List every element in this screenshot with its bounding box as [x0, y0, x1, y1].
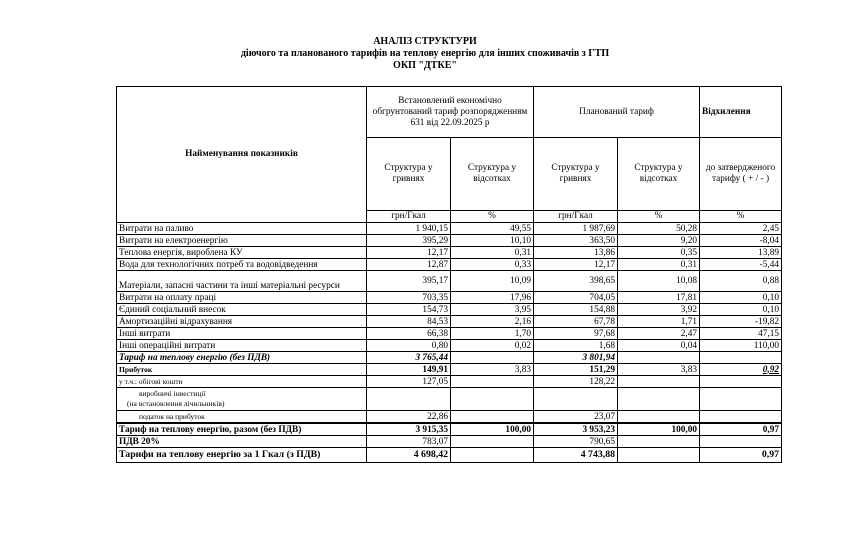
row-current-uah: 395,17 [367, 271, 451, 292]
table-row [117, 292, 782, 304]
row-deviation: 110,00 [700, 340, 782, 352]
row-deviation: -5,44 [700, 259, 782, 271]
header-deviation-sub: до затвердженого тарифу ( + / - ) [700, 138, 782, 211]
row-planned-pct: 100,00 [618, 423, 700, 436]
row-name: Тарифи на теплову енергію за 1 Гкал (з ПДВ) [117, 448, 367, 463]
row-current-uah: 12,17 [367, 247, 451, 259]
report-organization: ОКП "ДТКЕ" [393, 60, 457, 71]
row-name: Витрати на електроенергію [117, 235, 367, 247]
row-planned-uah: 13,86 [534, 247, 618, 259]
unit-current-uah: грн/Гкал [367, 211, 451, 223]
row-name: Єдиний соціальний внесок [117, 304, 367, 316]
row-name: Матеріали, запасні частини та інші матеріальні ресурси [117, 271, 367, 292]
row-name: ПДВ 20% [117, 436, 367, 448]
row-current-pct: 17,96 [451, 292, 534, 304]
header-deviation: Відхилення [700, 87, 782, 138]
row-deviation: 47,15 [700, 328, 782, 340]
tariff-no-vat-row [117, 352, 782, 364]
row-current-pct: 0,33 [451, 259, 534, 271]
row-deviation: 0,88 [700, 271, 782, 292]
unit-deviation-pct: % [700, 211, 782, 223]
row-name: податок на прибуток [117, 411, 367, 424]
row-planned-uah: 3 953,23 [534, 423, 618, 436]
row-deviation: -19,82 [700, 316, 782, 328]
row-planned-pct: 0,31 [618, 259, 700, 271]
row-current-uah: 154,73 [367, 304, 451, 316]
unit-planned-uah: грн/Гкал [534, 211, 618, 223]
row-current-pct: 3,95 [451, 304, 534, 316]
header-planned-uah: Структура у гривнях [534, 138, 618, 211]
row-planned-pct: 50,28 [618, 223, 700, 235]
profit-row [117, 364, 782, 376]
row-planned-pct: 10,08 [618, 271, 700, 292]
tariff-structure-table [116, 86, 782, 463]
row-current-uah: 0,80 [367, 340, 451, 352]
table-row [117, 235, 782, 247]
report-subtitle: діючого та планованого тарифів на теплову енергію для інших споживачів з ГТП [240, 48, 610, 59]
row-deviation: 2,45 [700, 223, 782, 235]
row-name: Прибуток [117, 364, 367, 376]
row-planned-uah: 4 743,88 [534, 448, 618, 463]
row-deviation: 0,10 [700, 304, 782, 316]
investments-row [117, 388, 782, 411]
row-planned-pct: 0,04 [618, 340, 700, 352]
row-planned-uah: 398,65 [534, 271, 618, 292]
row-current-pct: 1,70 [451, 328, 534, 340]
row-name: Теплова енергія, вироблена КУ [117, 247, 367, 259]
table-row [117, 259, 782, 271]
table-row [117, 223, 782, 235]
header-indicator-name: Найменування показників [117, 87, 367, 223]
unit-current-pct: % [451, 211, 534, 223]
row-current-uah: 4 698,42 [367, 448, 451, 463]
row-current-uah: 1 940,15 [367, 223, 451, 235]
row-current-pct: 3,83 [451, 364, 534, 376]
row-planned-uah: 3 801,94 [534, 352, 618, 364]
row-current-uah: 703,35 [367, 292, 451, 304]
row-current-pct: 100,00 [451, 423, 534, 436]
row-name: Тариф на теплову енергію, разом (без ПДВ) [117, 423, 367, 436]
investments-label-2: (на встановлення лічильників) [127, 399, 225, 408]
unit-planned-pct: % [618, 211, 700, 223]
row-current-uah: 22,86 [367, 411, 451, 424]
row-planned-uah: 790,65 [534, 436, 618, 448]
working-capital-row [117, 376, 782, 388]
table-row [117, 328, 782, 340]
row-planned-uah: 97,68 [534, 328, 618, 340]
row-current-uah: 783,07 [367, 436, 451, 448]
row-deviation: 0,92 [700, 364, 782, 376]
row-current-pct: 10,09 [451, 271, 534, 292]
table-row [117, 271, 782, 292]
vat-row [117, 436, 782, 448]
row-deviation: 0,10 [700, 292, 782, 304]
row-current-pct: 0,02 [451, 340, 534, 352]
row-planned-pct: 3,83 [618, 364, 700, 376]
total-no-vat-row [117, 423, 782, 436]
report-title: АНАЛІЗ СТРУКТУРИ [373, 36, 477, 47]
row-deviation: 13,89 [700, 247, 782, 259]
row-current-uah: 149,91 [367, 364, 451, 376]
row-planned-uah: 23,07 [534, 411, 618, 424]
header-planned-tariff: Планований тариф [534, 87, 700, 138]
row-planned-pct: 0,35 [618, 247, 700, 259]
row-name: Витрати на паливо [117, 223, 367, 235]
row-current-uah: 395,29 [367, 235, 451, 247]
row-current-uah: 66,38 [367, 328, 451, 340]
row-name: у т.ч.: обігові кошти [117, 376, 367, 388]
table-row [117, 247, 782, 259]
row-name: Витрати на оплату праці [117, 292, 367, 304]
row-current-uah: 3 915,35 [367, 423, 451, 436]
row-current-pct: 2,16 [451, 316, 534, 328]
row-planned-uah: 1 987,69 [534, 223, 618, 235]
row-current-uah: 12,87 [367, 259, 451, 271]
row-current-uah: 3 765,44 [367, 352, 451, 364]
row-name: Інші витрати [117, 328, 367, 340]
row-name [117, 388, 367, 411]
profit-tax-row [117, 411, 782, 424]
row-current-uah: 127,05 [367, 376, 451, 388]
row-planned-uah: 154,88 [534, 304, 618, 316]
row-name: Вода для технологічних потреб та водовідведення [117, 259, 367, 271]
header-current-pct: Структура у відсотках [451, 138, 534, 211]
row-name: Інші операційні витрати [117, 340, 367, 352]
row-planned-uah: 67,78 [534, 316, 618, 328]
table-row [117, 340, 782, 352]
header-current-uah: Структура у гривнях [367, 138, 451, 211]
table-row [117, 316, 782, 328]
row-planned-uah: 12,17 [534, 259, 618, 271]
row-name: Амортизаційні відрахування [117, 316, 367, 328]
row-deviation: 0,97 [700, 423, 782, 436]
row-current-pct: 49,55 [451, 223, 534, 235]
row-planned-uah: 1,68 [534, 340, 618, 352]
table-row [117, 304, 782, 316]
row-planned-uah: 128,22 [534, 376, 618, 388]
row-planned-pct: 1,71 [618, 316, 700, 328]
row-name: Тариф на теплову енергію (без ПДВ) [117, 352, 367, 364]
header-current-tariff: Встановлений економічно обгрунтований тариф розпорядженням 631 від 22.09.2025 р [367, 87, 534, 138]
row-planned-uah: 151,29 [534, 364, 618, 376]
row-deviation: -8,04 [700, 235, 782, 247]
row-current-pct: 0,31 [451, 247, 534, 259]
row-planned-pct: 2,47 [618, 328, 700, 340]
row-planned-pct: 9,20 [618, 235, 700, 247]
row-current-uah: 84,53 [367, 316, 451, 328]
row-planned-pct: 17,81 [618, 292, 700, 304]
header-planned-pct: Структура у відсотках [618, 138, 700, 211]
row-planned-uah: 363,50 [534, 235, 618, 247]
row-current-pct: 10,10 [451, 235, 534, 247]
investments-label-1: виробничі інвестиції [139, 389, 206, 398]
row-planned-uah: 704,05 [534, 292, 618, 304]
total-vat-row [117, 448, 782, 463]
row-deviation: 0,97 [700, 448, 782, 463]
row-planned-pct: 3,92 [618, 304, 700, 316]
